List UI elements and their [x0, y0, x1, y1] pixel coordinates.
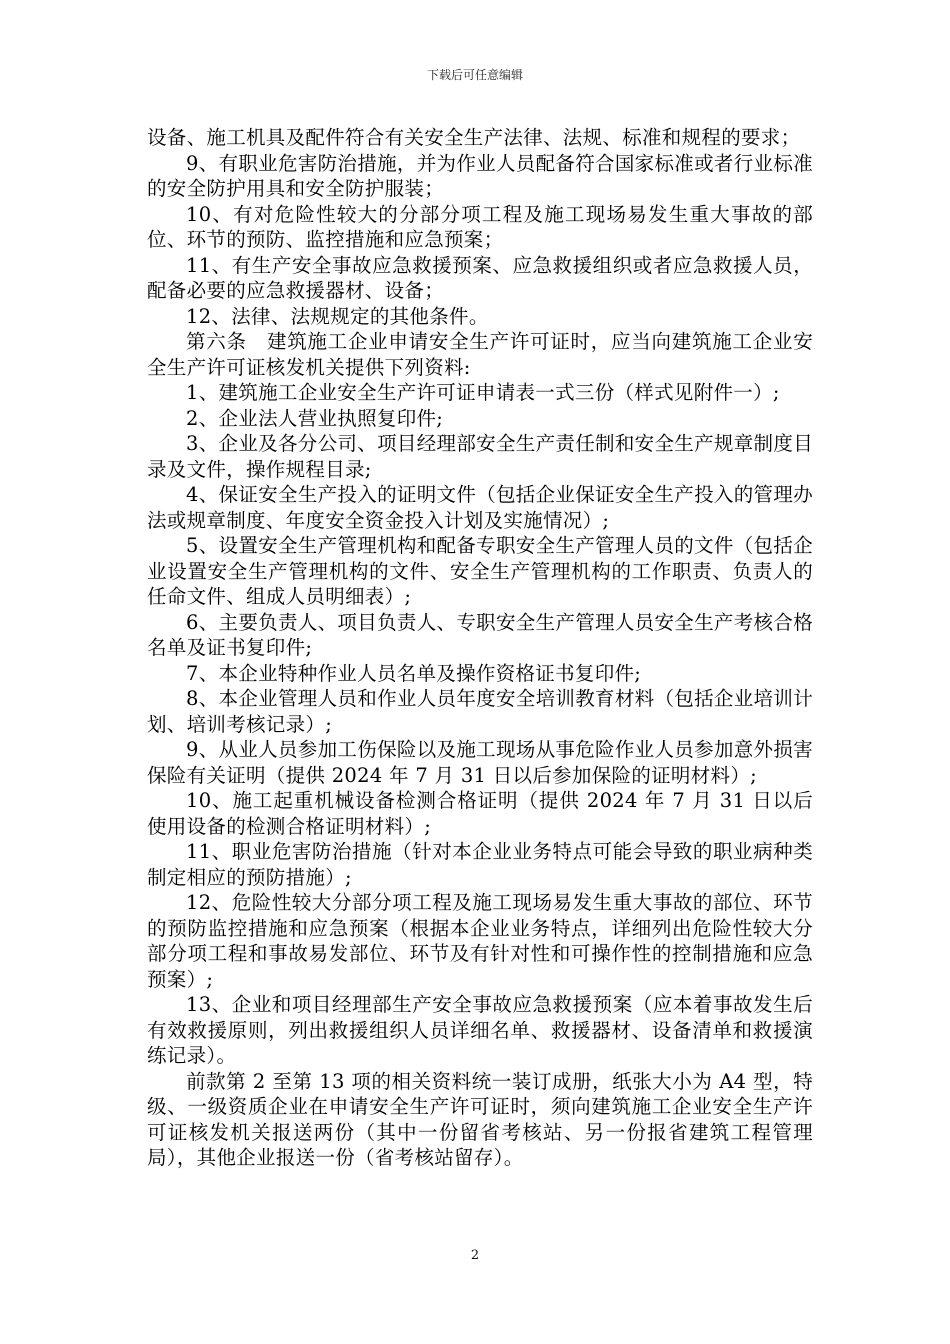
paragraph: 8、本企业管理人员和作业人员年度安全培训教育材料（包括企业培训计划、培训考核记录）; [147, 687, 813, 736]
paragraph: 13、企业和项目经理部生产安全事故应急救援预案（应本着事故发生后有效救援原则，列出救援组织人员详细名单、救援器材、设备清单和救援演练记录）。 [147, 993, 813, 1067]
page-number: 2 [470, 1248, 480, 1263]
paragraph: 6、主要负责人、项目负责人、专职安全生产管理人员安全生产考核合格名单及证书复印件; [147, 610, 813, 659]
paragraph: 10、有对危险性较大的分部分项工程及施工现场易发生重大事故的部位、环节的预防、监控措施和应急预案； [147, 202, 813, 251]
paragraph: 9、有职业危害防治措施，并为作业人员配备符合国家标准或者行业标准的安全防护用具和安全防护服装； [147, 151, 813, 200]
paragraph: 2、企业法人营业执照复印件; [186, 406, 444, 430]
paragraph: 第六条 建筑施工企业申请安全生产许可证时，应当向建筑施工企业安全生产许可证核发机关提供下列资料: [147, 330, 813, 379]
paragraph: 5、设置安全生产管理机构和配备专职安全生产管理人员的文件（包括企业设置安全生产管理机构的文件、安全生产管理机构的工作职责、负责人的任命文件、组成人员明细表）; [147, 534, 813, 608]
paragraph: 4、保证安全生产投入的证明文件（包括企业保证安全生产投入的管理办法或规章制度、年度安全资金投入计划及实施情况）; [147, 483, 813, 532]
paragraph: 10、施工起重机械设备检测合格证明（提供 2024 年 7 月 31 日以后使用设备的检测合格证明材料）; [147, 789, 813, 838]
paragraph: 1、建筑施工企业安全生产许可证申请表一式三份（样式见附件一）; [186, 381, 780, 404]
paragraph: 12、危险性较大分部分项工程及施工现场易发生重大事故的部位、环节的预防监控措施和应急预案（根据本企业业务特点，详细列出危险性较大分部分项工程和事故易发部位、环节及有针对性和可操作性的控制措施和应急预案）; [147, 891, 813, 991]
paragraph: 3、企业及各分公司、项目经理部安全生产责任制和安全生产规章制度目录及文件，操作规程目录; [147, 432, 813, 481]
body-text [147, 125, 813, 1171]
paragraph: 12、法律、法规规定的其他条件。 [186, 304, 489, 328]
page-header: 下载后可任意编辑 [426, 68, 523, 82]
paragraph: 11、职业危害防治措施（针对本企业业务特点可能会导致的职业病种类制定相应的预防措施）; [147, 840, 813, 889]
paragraph: 前款第 2 至第 13 项的相关资料统一装订成册，纸张大小为 A4 型，特级、一级资质企业在申请安全生产许可证时，须向建筑施工企业安全生产许可证核发机关报送两份（其中一份留省考核站、另一份报省建筑工程管理局），其他企业报送一份（省考核站留存）。 [147, 1069, 813, 1169]
paragraph: 11、有生产安全事故应急救援预案、应急救援组织或者应急救援人员，配备必要的应急救援器材、设备； [147, 253, 813, 302]
paragraph: 9、从业人员参加工伤保险以及施工现场从事危险作业人员参加意外损害保险有关证明（提供 2024 年 7 月 31 日以后参加保险的证明材料）; [147, 738, 813, 787]
paragraph: 设备、施工机具及配件符合有关安全生产法律、法规、标准和规程的要求； [147, 126, 801, 149]
paragraph: 7、本企业特种作业人员名单及操作资格证书复印件; [186, 661, 642, 685]
